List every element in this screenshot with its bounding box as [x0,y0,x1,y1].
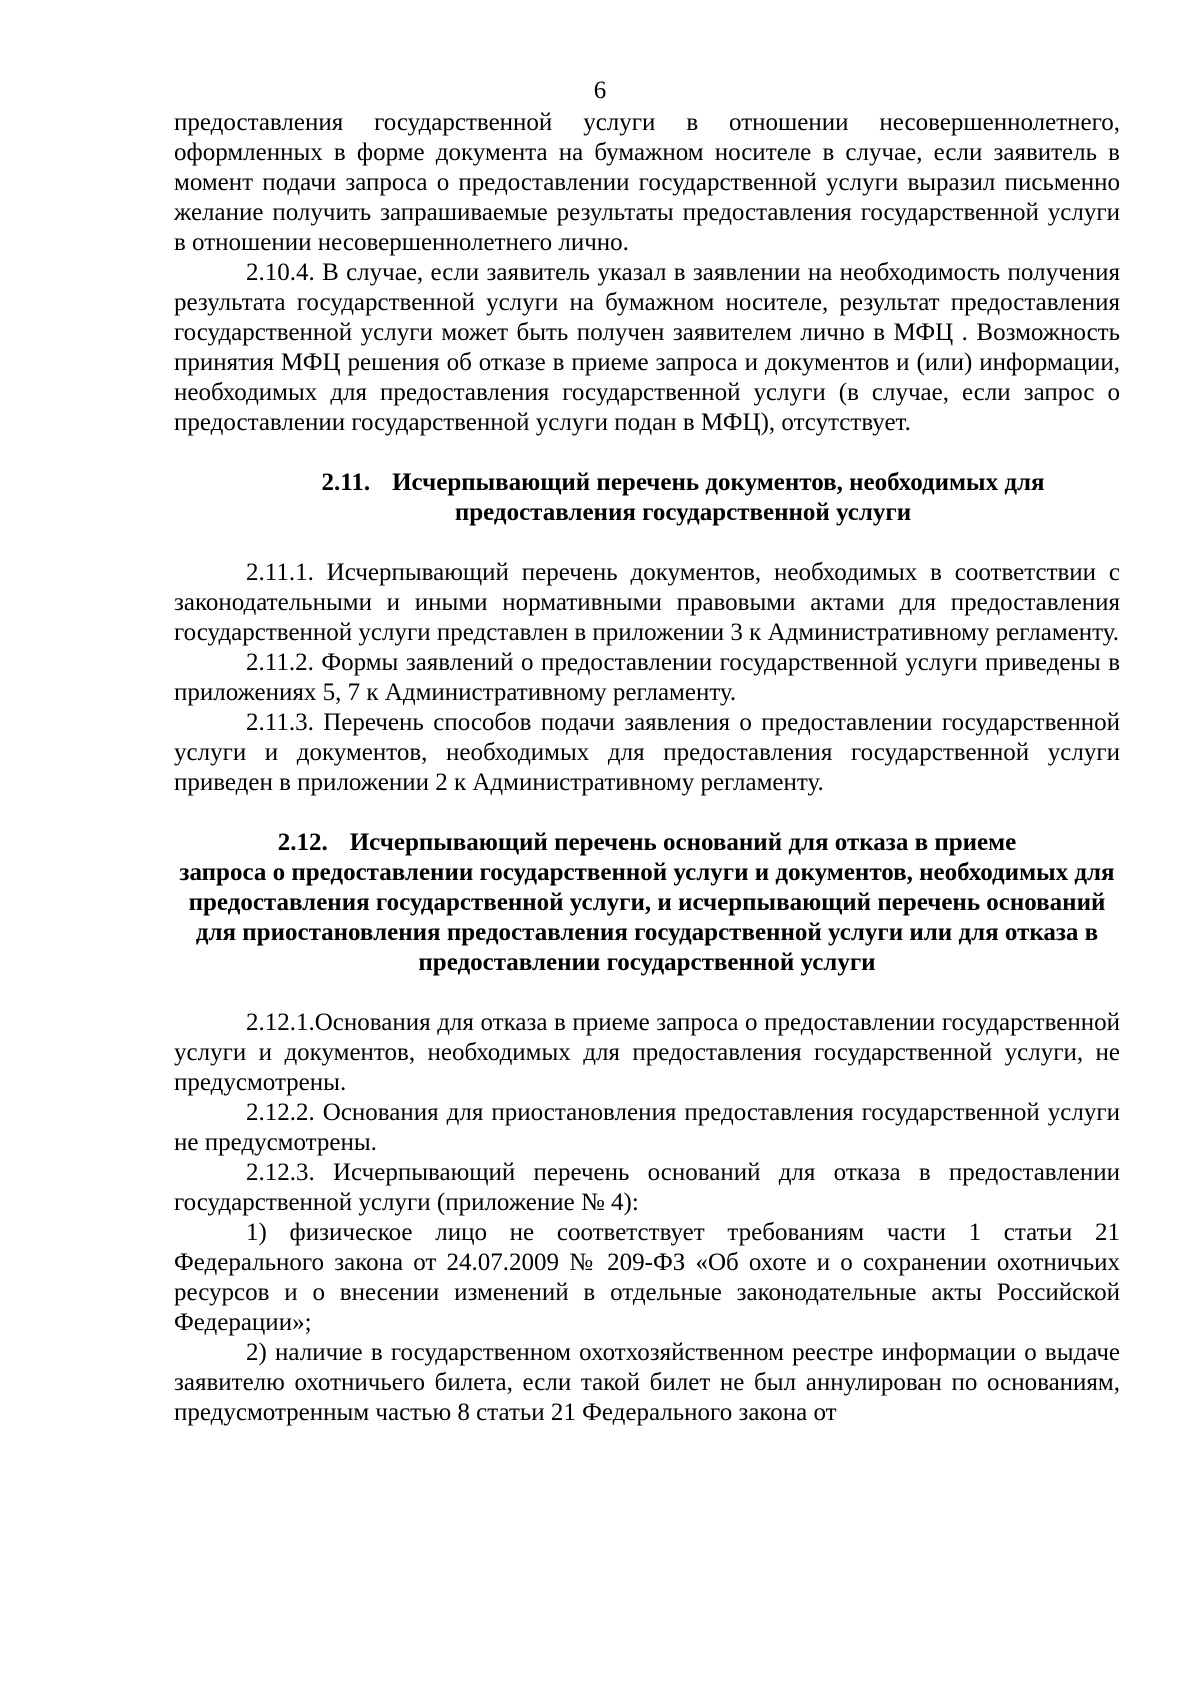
section-heading-2-12 [174,828,1120,978]
list-item-1: 1) физическое лицо не соответствует требованиям части 1 статьи 21 Федерального закона от 24.07.2009 № 209-ФЗ «Об охоте и о сохранении охотничьих ресурсов и о внесении изменений в отдельные законодательные акты Российской Федерации»; [174,1219,1120,1336]
paragraph-2-12-3: 2.12.3. Исчерпывающий перечень оснований для отказа в предоставлении государственной услуги (приложение № 4): [174,1159,1120,1216]
paragraph-2-12-2: 2.12.2. Основания для приостановления предоставления государственной услуги не предусмотрены. [174,1099,1120,1156]
section-heading-2-11 [174,468,1120,528]
section-title-2-11-line1: Исчерпывающий перечень документов, необходимых для [392,469,1045,496]
paragraph-2-11-3: 2.11.3. Перечень способов подачи заявления о предоставлении государственной услуги и документов, необходимых для предоставления государственной услуги приведен в приложении 2 к Административному регламенту. [174,709,1120,796]
document-body [174,108,1120,1428]
list-item-2: 2) наличие в государственном охотхозяйственном реестре информации о выдаче заявителю охотничьего билета, если такой билет не был аннулирован по основаниям, предусмотренным частью 8 статьи 21 Федерального закона от [174,1339,1120,1426]
paragraph-2-11-1: 2.11.1. Исчерпывающий перечень документов, необходимых в соответствии с законодательными и иными нормативными правовыми актами для предоставления государственной услуги представлен в приложении 3 к Административному регламенту. [174,559,1120,646]
paragraph-2-11-2: 2.11.2. Формы заявлений о предоставлении государственной услуги приведены в приложениях 5, 7 к Административному регламенту. [174,649,1120,706]
section-title-2-11-line2: предоставления государственной услуги [454,499,912,526]
paragraph-continuation: предоставления государственной услуги в отношении несовершеннолетнего, оформленных в форме документа на бумажном носителе в случае, если заявитель в момент подачи запроса о предоставлении государственной услуги выразил письменно желание получить запрашиваемые результаты предоставления государственной услуги в отношении несовершеннолетнего лично. [174,109,1120,256]
section-number-2-12: 2.12. [277,829,328,856]
section-title-2-12-rest: запроса о предоставлении государственной услуги и документов, необходимых для предоставления государственной услуги, и исчерпывающий перечень оснований для приостановления предоставления государственной услуги или для отказа в предоставлении государственной услуги [179,859,1115,976]
paragraph-2-12-1: 2.12.1.Основания для отказа в приеме запроса о предоставлении государственной услуги и документов, необходимых для предоставления государственной услуги, не предусмотрены. [174,1009,1120,1096]
section-number-2-11: 2.11. [321,469,371,496]
section-title-2-12-line1: Исчерпывающий перечень оснований для отказа в приеме [349,829,1017,856]
page-number: 6 [593,77,607,104]
paragraph-2-10-4: 2.10.4. В случае, если заявитель указал в заявлении на необходимость получения результата государственной услуги на бумажном носителе, результат предоставления государственной услуги может быть получен заявителем лично в МФЦ . Возможность принятия МФЦ решения об отказе в приеме запроса и документов и (или) информации, необходимых для предоставления государственной услуги (в случае, если запрос о предоставлении государственной услуги подан в МФЦ), отсутствует. [174,259,1120,436]
